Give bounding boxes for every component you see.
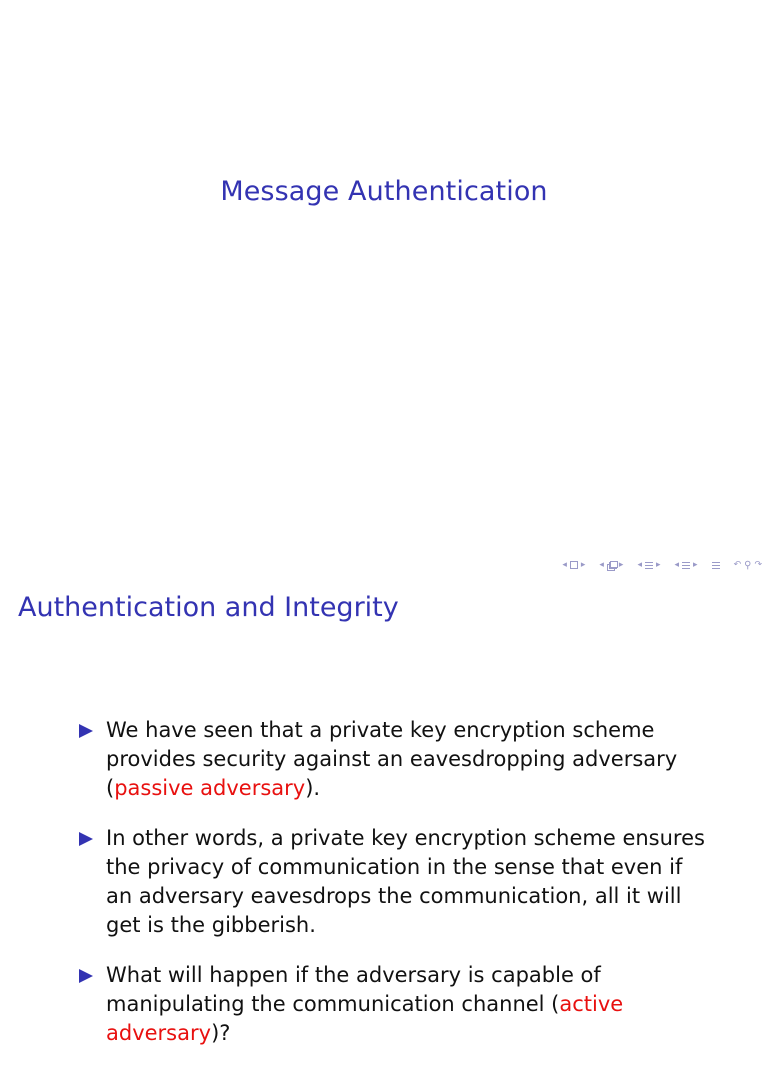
bullet-list <box>0 716 768 1069</box>
forward-icon[interactable]: ↷ <box>754 560 762 570</box>
triangle-bullet-icon <box>79 832 93 846</box>
nav-right-arrow-icon[interactable]: ▸ <box>618 560 624 570</box>
nav-part-group <box>675 560 698 570</box>
bullet-text: In other words, a private key encryption scheme ensures the privacy of communication in the sense that even if an adversary eavesdrops the communication, all it will get is the gibberish. <box>106 826 705 937</box>
nav-section-group <box>637 560 660 570</box>
list-item <box>0 961 768 1048</box>
search-icon[interactable]: ⚲ <box>744 559 752 571</box>
list-item <box>0 824 768 940</box>
highlight-passive-adversary: passive adversary <box>114 776 306 800</box>
part-icon[interactable] <box>682 561 690 569</box>
nav-search-group <box>734 560 762 571</box>
section-icon[interactable] <box>645 561 653 569</box>
document-icon[interactable] <box>712 561 720 569</box>
nav-right-arrow-icon[interactable]: ▸ <box>580 560 586 570</box>
frame-title: Authentication and Integrity <box>18 592 399 623</box>
nav-left-arrow-icon[interactable]: ◂ <box>562 560 567 570</box>
back-icon[interactable]: ↶ <box>733 560 742 570</box>
slide-title: Message Authentication <box>220 176 548 207</box>
content-slide <box>0 576 768 1045</box>
nav-left-arrow-icon[interactable]: ◂ <box>674 560 680 570</box>
nav-subsection-group <box>599 560 623 570</box>
bullet-text: We have seen that a private key encryption scheme provides security against an eavesdropping adversary ( <box>106 718 678 800</box>
bullet-text-end: ). <box>305 776 321 800</box>
nav-right-arrow-icon[interactable]: ▸ <box>655 560 661 570</box>
triangle-bullet-icon <box>79 724 93 738</box>
nav-right-arrow-icon[interactable]: ▸ <box>693 560 698 570</box>
bullet-text: What will happen if the adversary is capable of manipulating the communication channel ( <box>106 963 601 1016</box>
beamer-navigation-bar <box>548 558 762 572</box>
nav-left-arrow-icon[interactable]: ◂ <box>599 560 604 570</box>
frame-icon[interactable] <box>570 561 578 569</box>
highlight-active-adversary: active adversary <box>106 992 624 1045</box>
nav-frame-group <box>562 560 585 570</box>
triangle-bullet-icon <box>79 969 93 983</box>
nav-document-group <box>712 561 720 569</box>
nav-left-arrow-icon[interactable]: ◂ <box>637 560 642 570</box>
list-item <box>0 716 768 803</box>
bullet-text-end: )? <box>211 1021 231 1045</box>
subsection-icon[interactable] <box>607 561 616 569</box>
